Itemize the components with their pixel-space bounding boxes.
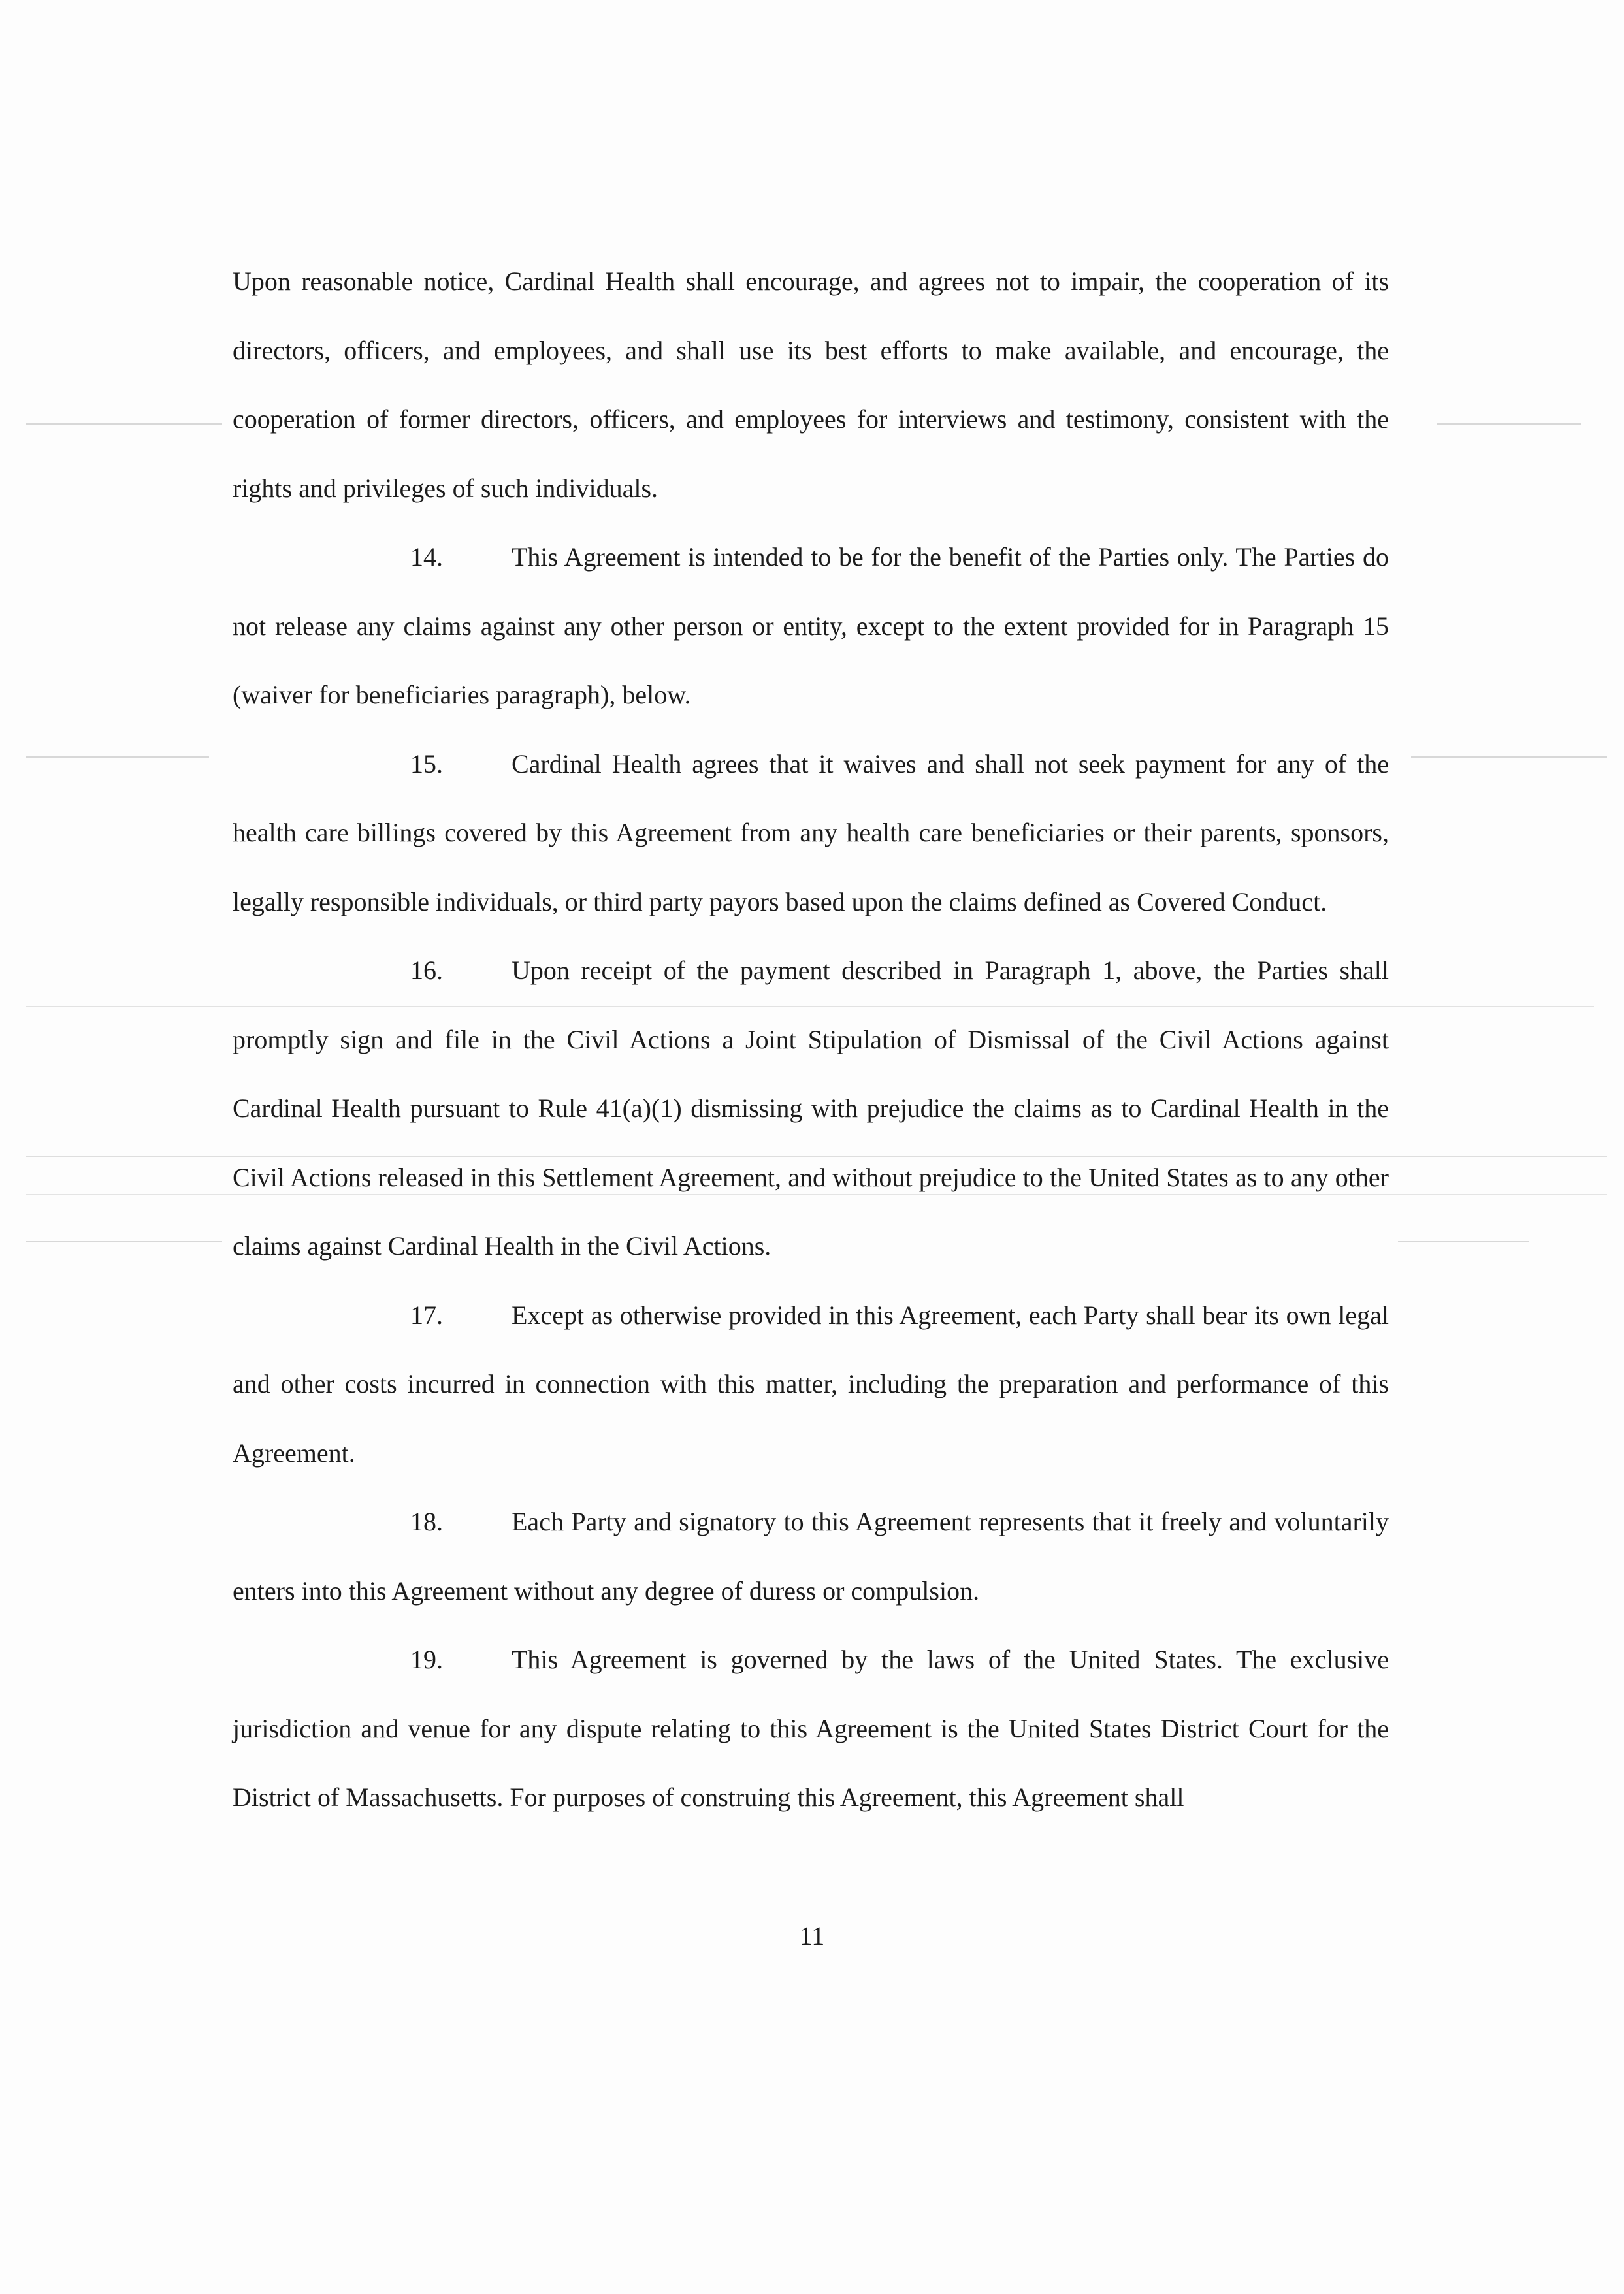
scan-artifact — [1411, 756, 1607, 758]
scan-artifact — [1398, 1241, 1529, 1242]
scan-artifact — [1437, 423, 1581, 425]
paragraph-text: Except as otherwise provided in this Agreement, each Party shall bear its own legal and other costs incurred in connection with this matter, including the preparation and performance of this Agreement. — [233, 1300, 1389, 1468]
paragraph-number: 14. — [410, 542, 443, 572]
paragraph-number: 19. — [410, 1645, 443, 1674]
paragraph-number: 16. — [410, 956, 443, 985]
paragraph-number: 18. — [410, 1507, 443, 1536]
paragraph-number: 15. — [410, 749, 443, 779]
paragraph-16 — [233, 936, 1389, 1281]
continuation-paragraph: Upon reasonable notice, Cardinal Health shall encourage, and agrees not to impair, the cooperation of its directors, officers, and employees, and shall use its best efforts to make available, and encourage, the cooperation of former directors, officers, and employees for interviews and testimony, consistent with the rights and privileges of such individuals. — [233, 267, 1389, 503]
paragraph-15 — [233, 730, 1389, 937]
document-body — [233, 247, 1389, 1832]
paragraph-text: This Agreement is governed by the laws of the United States. The exclusive jurisdiction and venue for any dispute relating to this Agreement is the United States District Court for the District of Massachusetts. For purposes of construing this Agreement, this Agreement shall — [233, 1645, 1389, 1812]
paragraph-text: Cardinal Health agrees that it waives and shall not seek payment for any of the health care billings covered by this Agreement from any health care beneficiaries or their parents, sponsors, legally responsible individuals, or third party payors based upon the claims defined as Covered Conduct. — [233, 749, 1389, 916]
paragraph-18 — [233, 1487, 1389, 1625]
paragraph-17 — [233, 1281, 1389, 1488]
paragraph-text: Upon receipt of the payment described in Paragraph 1, above, the Parties shall promptly sign and file in the Civil Actions a Joint Stipulation of Dismissal of the Civil Actions against Cardinal Health pursuant to Rule 41(a)(1) dismissing with prejudice the claims as to Cardinal Health in the Civil Actions released in this Settlement Agreement, and without prejudice to the United States as to any other claims against Cardinal Health in the Civil Actions. — [233, 956, 1389, 1261]
scan-artifact — [26, 423, 222, 425]
paragraph-19 — [233, 1625, 1389, 1832]
paragraph-text: This Agreement is intended to be for the benefit of the Parties only. The Parties do not release any claims against any other person or entity, except to the extent provided for in Paragraph 15 (waiver for beneficiaries paragraph), below. — [233, 542, 1389, 709]
scan-artifact — [26, 1241, 222, 1242]
paragraph-text: Each Party and signatory to this Agreement represents that it freely and voluntarily enters into this Agreement without any degree of duress or compulsion. — [233, 1507, 1389, 1606]
scan-artifact — [26, 756, 209, 758]
page-number: 11 — [799, 1921, 825, 1950]
paragraph-14 — [233, 523, 1389, 730]
paragraph-number: 17. — [410, 1300, 443, 1330]
